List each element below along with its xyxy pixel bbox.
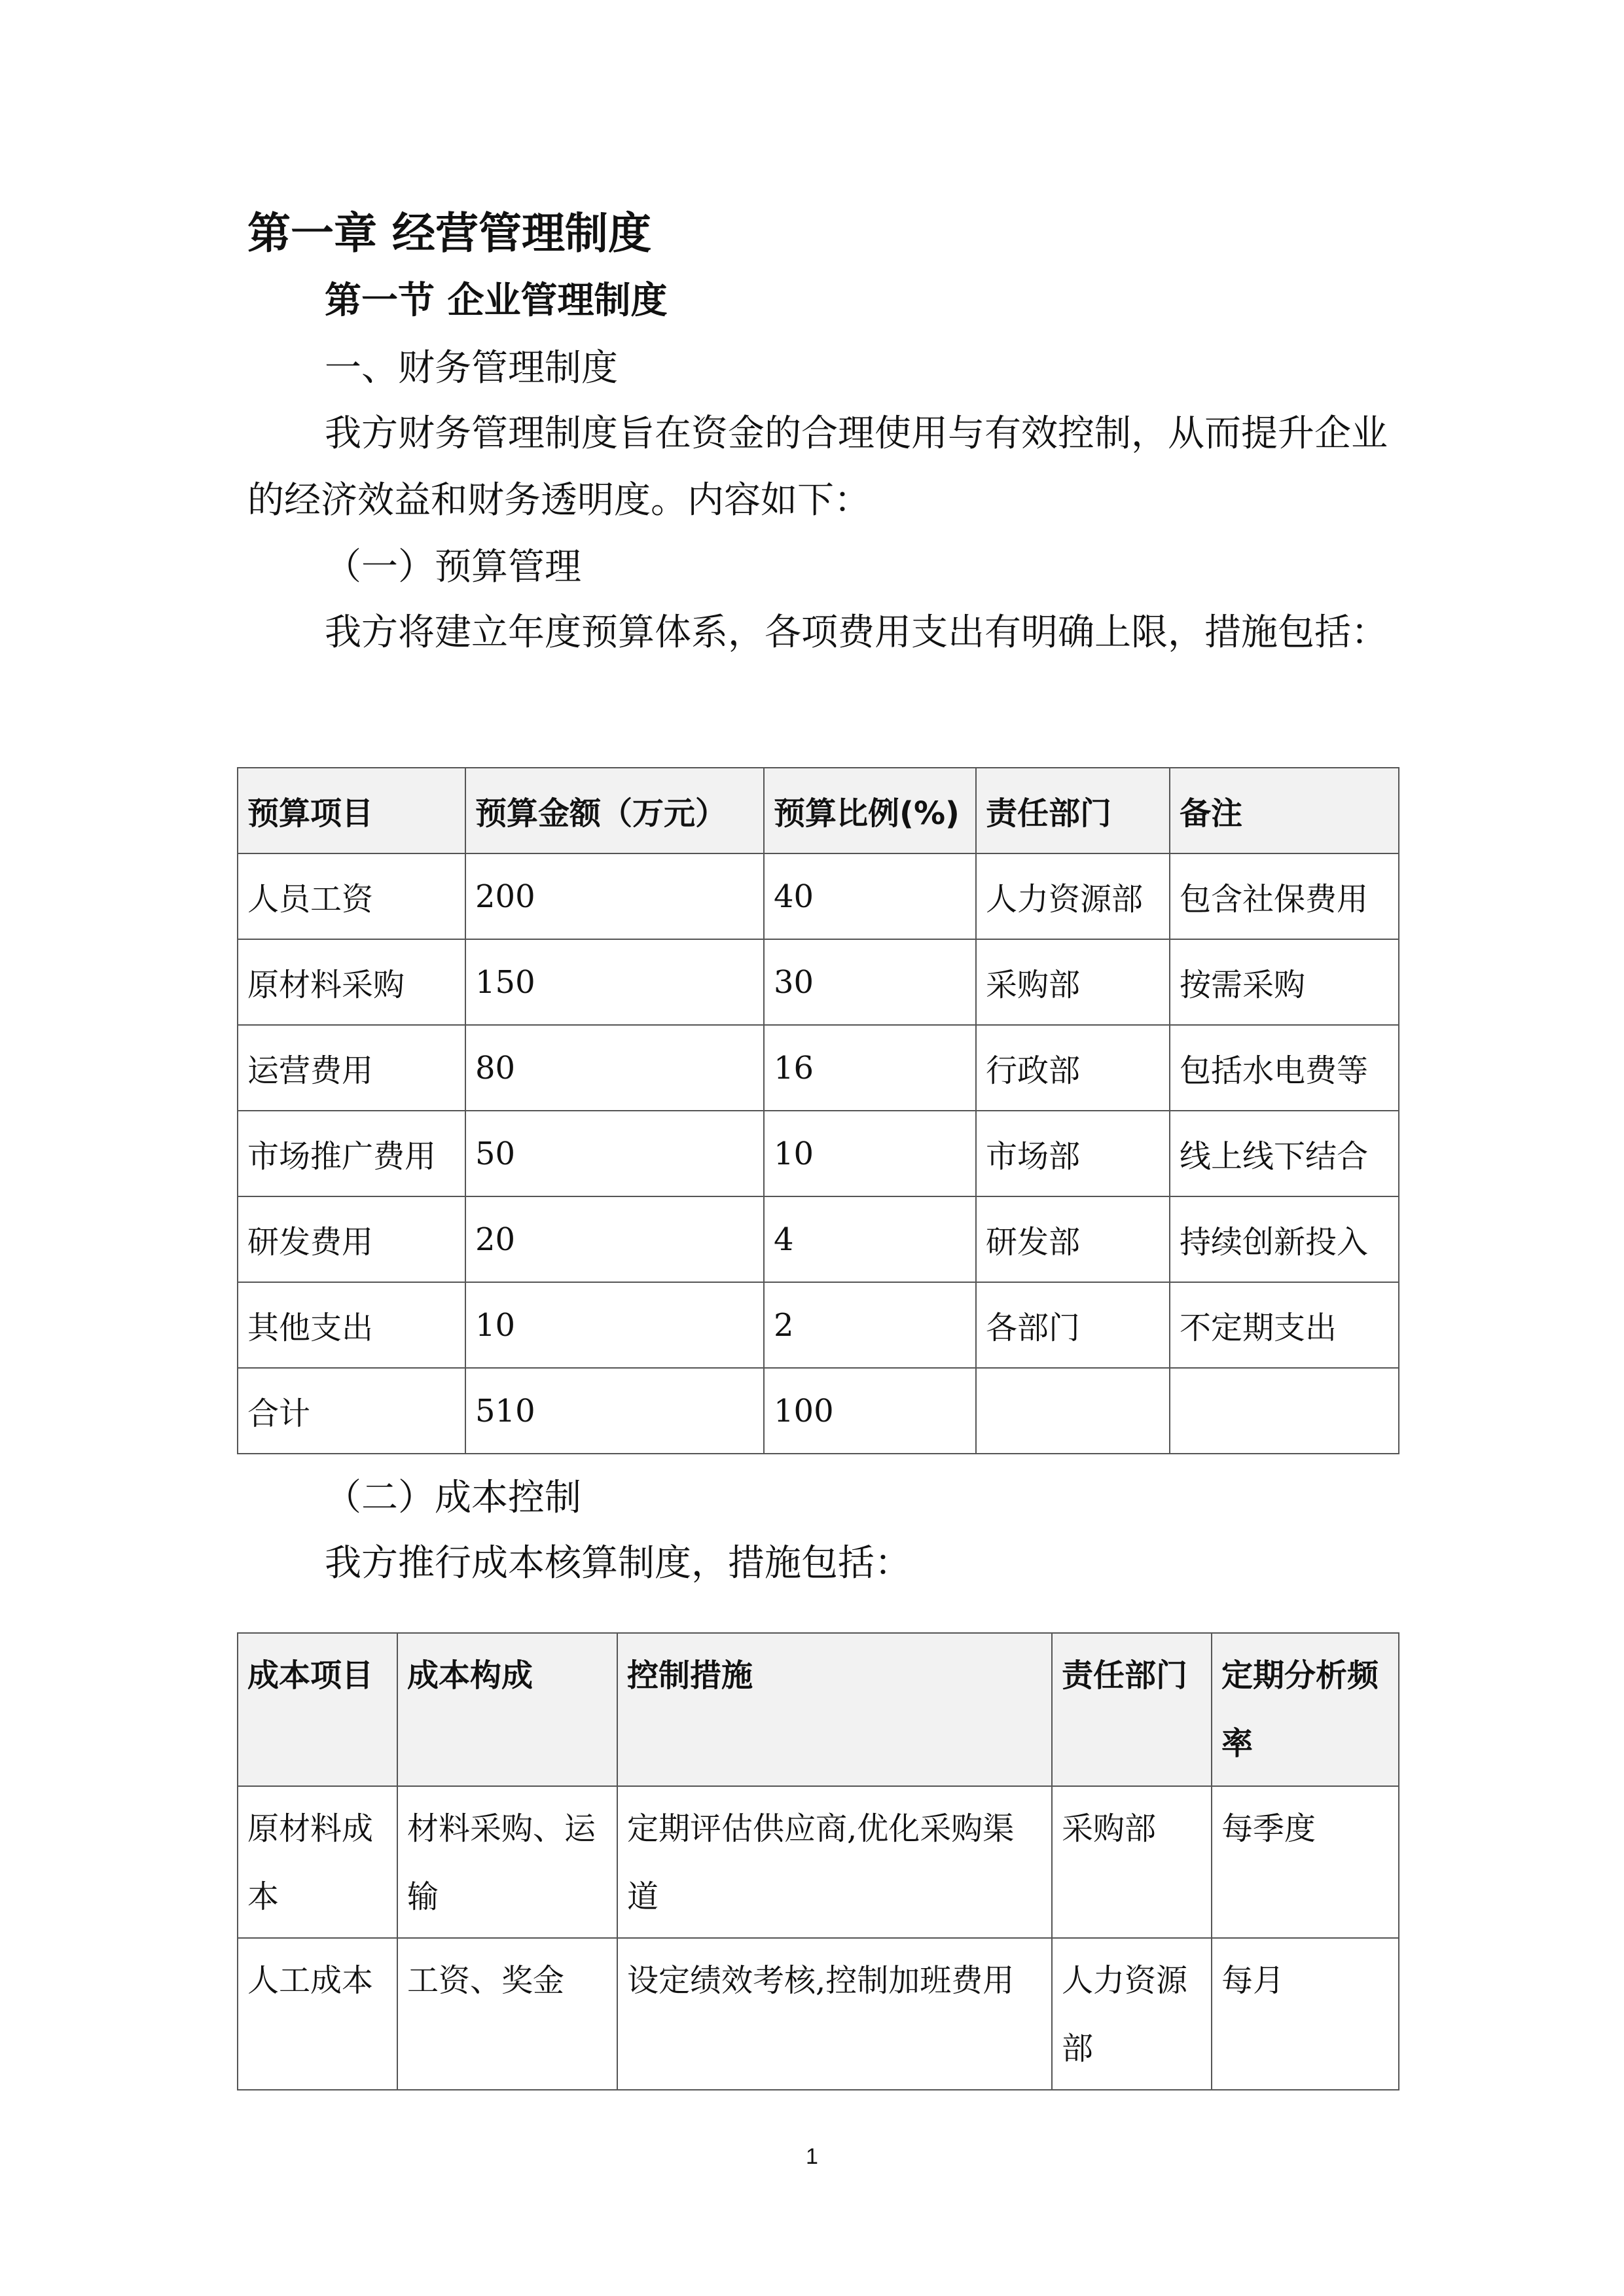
table-cell bbox=[1170, 1368, 1399, 1454]
table-row bbox=[238, 1025, 1399, 1111]
table-cell: 510 bbox=[465, 1368, 764, 1454]
table-header-row bbox=[238, 1633, 1399, 1786]
table-cell: 2 bbox=[764, 1282, 976, 1368]
table-row bbox=[238, 1938, 1399, 2090]
table-cell: 50 bbox=[465, 1111, 764, 1196]
table-cell: 包含社保费用 bbox=[1170, 853, 1399, 939]
table-row bbox=[238, 1111, 1399, 1196]
budget-table bbox=[237, 767, 1399, 1454]
table-row bbox=[238, 1196, 1399, 1282]
chapter-title: 第一章 经营管理制度 bbox=[247, 208, 651, 259]
header-cell: 控制措施 bbox=[617, 1633, 1052, 1786]
table-cell: 30 bbox=[764, 939, 976, 1025]
table-cell: 持续创新投入 bbox=[1170, 1196, 1399, 1282]
budget-heading: （一）预算管理 bbox=[325, 546, 581, 588]
table-cell: 原材料采购 bbox=[238, 939, 465, 1025]
cost-paragraph: 我方推行成本核算制度，措施包括： bbox=[325, 1542, 911, 1585]
table-cell: 10 bbox=[764, 1111, 976, 1196]
table-cell: 100 bbox=[764, 1368, 976, 1454]
table-cell: 200 bbox=[465, 853, 764, 939]
table-cell: 包括水电费等 bbox=[1170, 1025, 1399, 1111]
header-cell: 成本构成 bbox=[397, 1633, 617, 1786]
table-cell: 行政部 bbox=[976, 1025, 1170, 1111]
table-cell: 按需采购 bbox=[1170, 939, 1399, 1025]
header-cell: 责任部门 bbox=[976, 768, 1170, 853]
table-cell: 采购部 bbox=[976, 939, 1170, 1025]
table-cell: 20 bbox=[465, 1196, 764, 1282]
header-cell: 预算金额（万元） bbox=[465, 768, 764, 853]
table-cell: 150 bbox=[465, 939, 764, 1025]
header-cell: 成本项目 bbox=[238, 1633, 397, 1786]
subsection-title: 一、财务管理制度 bbox=[325, 347, 618, 389]
table-cell: 市场部 bbox=[976, 1111, 1170, 1196]
table-cell: 每月 bbox=[1212, 1938, 1399, 2090]
cost-table bbox=[237, 1632, 1399, 2090]
table-cell: 研发部 bbox=[976, 1196, 1170, 1282]
table-cell: 16 bbox=[764, 1025, 976, 1111]
table-cell: 原材料成本 bbox=[238, 1786, 397, 1938]
table-cell: 10 bbox=[465, 1282, 764, 1368]
table-cell bbox=[976, 1368, 1170, 1454]
table-cell: 每季度 bbox=[1212, 1786, 1399, 1938]
table-cell: 其他支出 bbox=[238, 1282, 465, 1368]
table-cell: 研发费用 bbox=[238, 1196, 465, 1282]
table-cell: 合计 bbox=[238, 1368, 465, 1454]
table-cell: 人工成本 bbox=[238, 1938, 397, 2090]
table-cell: 市场推广费用 bbox=[238, 1111, 465, 1196]
table-cell: 工资、奖金 bbox=[397, 1938, 617, 2090]
table-row bbox=[238, 853, 1399, 939]
cost-heading: （二）成本控制 bbox=[325, 1477, 581, 1519]
table-cell: 人力资源部 bbox=[1052, 1938, 1212, 2090]
table-row bbox=[238, 1282, 1399, 1368]
table-header-row bbox=[238, 768, 1399, 853]
table-row bbox=[238, 939, 1399, 1025]
table-cell: 不定期支出 bbox=[1170, 1282, 1399, 1368]
table-cell: 设定绩效考核,控制加班费用 bbox=[617, 1938, 1052, 2090]
header-cell: 责任部门 bbox=[1052, 1633, 1212, 1786]
table-cell: 材料采购、运输 bbox=[397, 1786, 617, 1938]
table-cell: 人力资源部 bbox=[976, 853, 1170, 939]
header-cell: 定期分析频率 bbox=[1212, 1633, 1399, 1786]
page-number: 1 bbox=[806, 2144, 818, 2169]
table-cell: 人员工资 bbox=[238, 853, 465, 939]
table-cell: 40 bbox=[764, 853, 976, 939]
table-cell: 80 bbox=[465, 1025, 764, 1111]
table-cell: 运营费用 bbox=[238, 1025, 465, 1111]
table-cell: 线上线下结合 bbox=[1170, 1111, 1399, 1196]
table-cell: 定期评估供应商,优化采购渠道 bbox=[617, 1786, 1052, 1938]
section-title: 第一节 企业管理制度 bbox=[325, 279, 668, 322]
budget-paragraph: 我方将建立年度预算体系，各项费用支出有明确上限，措施包括： bbox=[325, 611, 1388, 654]
table-row bbox=[238, 1786, 1399, 1938]
table-cell: 各部门 bbox=[976, 1282, 1170, 1368]
table-total-row bbox=[238, 1368, 1399, 1454]
header-cell: 预算比例(%) bbox=[764, 768, 976, 853]
header-cell: 备注 bbox=[1170, 768, 1399, 853]
header-cell: 预算项目 bbox=[238, 768, 465, 853]
table-cell: 采购部 bbox=[1052, 1786, 1212, 1938]
table-cell: 4 bbox=[764, 1196, 976, 1282]
intro-paragraph: 我方财务管理制度旨在资金的合理使用与有效控制，从而提升企业的经济效益和财务透明度。内容如下： bbox=[247, 412, 1388, 522]
